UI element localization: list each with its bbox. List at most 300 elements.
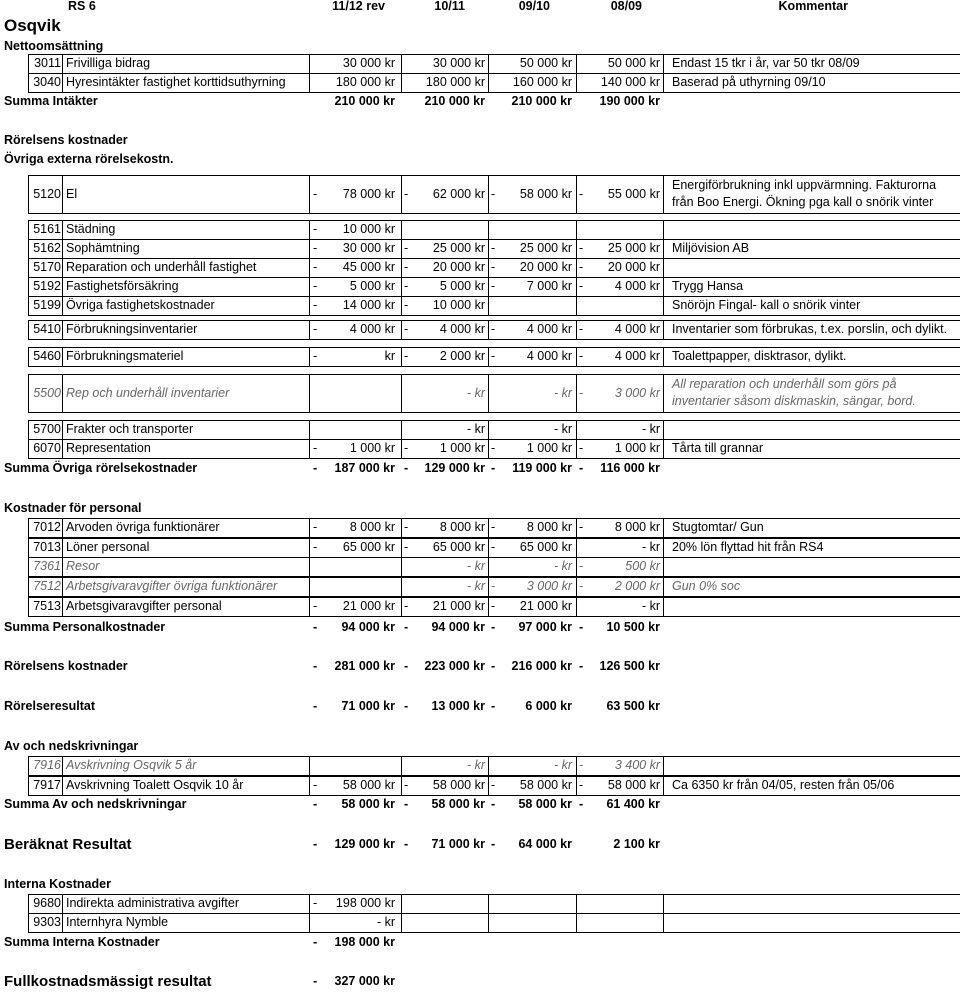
grid-line (488, 54, 489, 73)
grid-line (28, 577, 29, 596)
table-row (0, 258, 960, 277)
dash-marker: - (313, 836, 318, 851)
grid-line (28, 366, 960, 367)
header-col-kommentar: Kommentar (778, 0, 848, 13)
account-name: Resor (66, 559, 100, 574)
amount-value: - kr (466, 559, 485, 574)
amount-value: - kr (641, 540, 660, 555)
summary-label: Rörelseresultat (4, 699, 96, 714)
amount-value: - kr (466, 758, 485, 773)
grid-line (401, 347, 402, 366)
grid-line (488, 73, 489, 92)
grid-line (576, 577, 577, 596)
grid-line (28, 420, 960, 421)
summary-value: 216 000 kr (511, 659, 572, 674)
dash-marker: - (491, 441, 496, 456)
grid-line (663, 320, 664, 339)
table-row (0, 320, 960, 339)
summary-label: Summa Övriga rörelsekostnader (4, 461, 198, 476)
grid-line (62, 894, 63, 913)
amount-value: - kr (553, 559, 572, 574)
section-heading: Nettoomsättning (4, 38, 104, 53)
summary-value: 58 000 kr (431, 797, 485, 812)
grid-line (401, 258, 402, 277)
summary-value: 119 000 kr (512, 461, 572, 476)
account-name: Avskrivning Osqvik 5 år (66, 758, 197, 773)
dash-marker: - (579, 758, 584, 773)
grid-line (309, 894, 310, 913)
amount-value: 3 400 kr (614, 758, 660, 773)
table-row (0, 894, 960, 913)
grid-line (488, 296, 489, 315)
grid-line (663, 439, 664, 458)
grid-line (488, 374, 489, 412)
grid-line (488, 894, 489, 913)
table-row (0, 538, 960, 557)
table-row (0, 347, 960, 366)
comment-cell: All reparation och underhåll som görs på inventarier såsom diskmaskin, sängar, bord. (672, 377, 916, 408)
table-row (0, 577, 960, 596)
grid-line (663, 277, 664, 296)
grid-line (401, 439, 402, 458)
grid-line (28, 439, 29, 458)
account-number: 5170 (33, 260, 61, 275)
amount-value: 5 000 kr (439, 279, 485, 294)
grid-line (28, 439, 960, 440)
summary-row (0, 795, 960, 814)
grid-line (663, 913, 664, 932)
table-row (0, 239, 960, 258)
dash-marker: - (313, 322, 318, 337)
grid-line (576, 439, 577, 458)
summary-value: 6 000 kr (525, 699, 572, 714)
table-row (0, 756, 960, 775)
grid-line (62, 54, 63, 73)
dash-marker: - (313, 520, 318, 535)
table-row (0, 597, 960, 616)
grid-line (28, 577, 960, 578)
dash-marker: - (579, 279, 584, 294)
grid-line (663, 894, 664, 913)
grid-line (62, 577, 63, 596)
grid-line (28, 374, 960, 375)
section-heading-row (0, 131, 960, 149)
amount-value: 7 000 kr (526, 279, 572, 294)
grid-line (28, 277, 960, 278)
amount-value: 14 000 kr (342, 298, 395, 313)
amount-value: 50 000 kr (607, 56, 660, 71)
account-number: 5162 (33, 241, 61, 256)
grid-line (576, 756, 577, 775)
grid-line (309, 175, 310, 213)
amount-value: 1 000 kr (439, 441, 485, 456)
dash-marker: - (313, 797, 318, 812)
summary-value: 223 000 kr (424, 659, 485, 674)
grid-line (309, 756, 310, 775)
grid-line (28, 756, 960, 757)
dash-marker: - (491, 260, 496, 275)
section-heading: Kostnader för personal (4, 500, 142, 515)
summary-row (0, 618, 960, 637)
account-number: 5199 (33, 298, 61, 313)
grid-line (576, 54, 577, 73)
grid-line (28, 73, 960, 74)
summary-value: 10 500 kr (606, 620, 660, 635)
grid-line (401, 296, 402, 315)
grid-line (28, 296, 960, 297)
summary-value: 71 000 kr (341, 699, 395, 714)
amount-value: 198 000 kr (335, 896, 395, 911)
grid-line (309, 538, 310, 557)
summary-row (0, 833, 960, 855)
grid-line (488, 320, 489, 339)
grid-line (28, 597, 960, 598)
dash-marker: - (404, 797, 409, 812)
grid-line (28, 518, 960, 519)
grid-line (28, 220, 29, 239)
grid-line (62, 518, 63, 537)
amount-value: 55 000 kr (607, 186, 660, 201)
dash-marker: - (579, 241, 584, 256)
amount-value: 4 000 kr (614, 279, 660, 294)
grid-line (576, 258, 577, 277)
dash-marker: - (404, 441, 409, 456)
dash-marker: - (313, 349, 318, 364)
account-number: 3040 (33, 75, 61, 90)
account-number: 7012 (33, 520, 61, 535)
grid-line (62, 320, 63, 339)
amount-value: 1 000 kr (349, 441, 395, 456)
dash-marker: - (404, 620, 409, 635)
dash-marker: - (491, 797, 496, 812)
dash-marker: - (313, 260, 318, 275)
grid-line (309, 420, 310, 439)
amount-value: 30 000 kr (342, 56, 395, 71)
grid-line (488, 756, 489, 775)
grid-line (663, 239, 664, 258)
account-number: 5161 (33, 222, 61, 237)
grid-line (576, 296, 577, 315)
grid-line (488, 577, 489, 596)
header-col-1011: 10/11 (434, 0, 465, 13)
summary-label: Rörelsens kostnader (4, 659, 128, 674)
grid-line (28, 538, 960, 539)
summary-label: Summa Av och nedskrivningar (4, 797, 187, 812)
comment-cell: Baserad på uthyrning 09/10 (672, 75, 826, 90)
account-number: 7513 (33, 599, 61, 614)
summary-value: 13 000 kr (431, 699, 485, 714)
summary-value: 126 500 kr (599, 659, 660, 674)
summary-value: 94 000 kr (431, 620, 485, 635)
amount-value: 180 000 kr (425, 75, 485, 90)
grid-line (401, 913, 402, 932)
account-name: Fastighetsförsäkring (66, 279, 179, 294)
grid-line (401, 239, 402, 258)
amount-value: 4 000 kr (614, 322, 660, 337)
grid-line (62, 756, 63, 775)
account-name: Sophämtning (66, 241, 140, 256)
grid-line (28, 894, 960, 895)
dash-marker: - (404, 322, 409, 337)
grid-line (62, 258, 63, 277)
summary-value: 210 000 kr (424, 94, 485, 109)
grid-line (309, 73, 310, 92)
grid-line (62, 597, 63, 616)
dash-marker: - (404, 540, 409, 555)
account-name: Arbetsgivaravgifter övriga funktionärer (66, 579, 278, 594)
account-number: 7361 (33, 559, 61, 574)
grid-line (309, 239, 310, 258)
amount-value: 5 000 kr (349, 279, 395, 294)
amount-value: 500 kr (625, 559, 660, 574)
dash-marker: - (313, 699, 318, 714)
amount-value: 4 000 kr (526, 322, 572, 337)
grid-line (663, 420, 664, 439)
grid-line (28, 894, 29, 913)
summary-value: 187 000 kr (334, 461, 395, 476)
summary-value: 327 000 kr (334, 973, 395, 988)
grid-line (28, 258, 29, 277)
account-number: 5192 (33, 279, 61, 294)
grid-line (663, 347, 664, 366)
account-name: Internhyra Nymble (66, 915, 169, 930)
amount-value: 25 000 kr (432, 241, 485, 256)
dash-marker: - (491, 186, 496, 201)
comment-cell: Ca 6350 kr från 04/05, resten från 05/06 (672, 778, 895, 793)
grid-line (309, 220, 310, 239)
amount-value: 2 000 kr (439, 349, 485, 364)
header-col-1112: 11/12 rev (332, 0, 385, 13)
dash-marker: - (579, 385, 584, 400)
grid-line (488, 538, 489, 557)
grid-line (28, 220, 960, 221)
grid-line (663, 175, 664, 213)
grid-line (488, 420, 489, 439)
dash-marker: - (491, 349, 496, 364)
amount-value: - kr (553, 758, 572, 773)
account-name: Övriga fastighetskostnader (66, 298, 215, 313)
summary-value: 71 000 kr (431, 836, 485, 851)
dash-marker: - (491, 778, 496, 793)
grid-line (28, 213, 960, 214)
amount-value: 8 000 kr (526, 520, 572, 535)
grid-line (401, 894, 402, 913)
amount-value: - kr (466, 579, 485, 594)
dash-marker: - (579, 520, 584, 535)
grid-line (488, 220, 489, 239)
dash-marker: - (404, 298, 409, 313)
summary-value: 198 000 kr (334, 935, 395, 950)
dash-marker: - (491, 540, 496, 555)
account-number: 9680 (33, 896, 61, 911)
amount-value: 160 000 kr (512, 75, 572, 90)
grid-line (663, 220, 664, 239)
grid-line (401, 374, 402, 412)
grid-line (62, 239, 63, 258)
account-name: Löner personal (66, 540, 150, 555)
grid-line (401, 518, 402, 537)
account-number: 3011 (34, 56, 61, 71)
amount-value: 58 000 kr (342, 778, 395, 793)
comment-cell: Endast 15 tkr i år, var 50 tkr 08/09 (672, 56, 860, 71)
section-heading-row (0, 737, 960, 755)
grid-line (28, 412, 960, 413)
dash-marker: - (579, 778, 584, 793)
account-name: Hyresintäkter fastighet korttidsuthyrning (66, 75, 286, 90)
table-row (0, 296, 960, 315)
grid-line (576, 420, 577, 439)
grid-line (576, 518, 577, 537)
amount-value: 58 000 kr (519, 186, 572, 201)
dash-marker: - (313, 896, 318, 911)
account-name: Frakter och transporter (66, 422, 194, 437)
dash-marker: - (313, 241, 318, 256)
dash-marker: - (579, 186, 584, 201)
amount-value: 8 000 kr (349, 520, 395, 535)
amount-value: 30 000 kr (432, 56, 485, 71)
dash-marker: - (313, 298, 318, 313)
dash-marker: - (313, 540, 318, 555)
amount-value: 4 000 kr (526, 349, 572, 364)
dash-marker: - (313, 441, 318, 456)
dash-marker: - (579, 461, 584, 476)
dash-marker: - (404, 599, 409, 614)
grid-line (28, 296, 29, 315)
comment-cell: Stugtomtar/ Gun (672, 520, 764, 535)
dash-marker: - (404, 260, 409, 275)
dash-marker: - (404, 836, 409, 851)
grid-line (28, 776, 29, 795)
table-row (0, 73, 960, 92)
dash-marker: - (404, 520, 409, 535)
sheet-title-row (0, 14, 960, 36)
grid-line (401, 220, 402, 239)
grid-line (28, 538, 29, 557)
amount-value: 1 000 kr (526, 441, 572, 456)
summary-label: Summa Personalkostnader (4, 620, 166, 635)
grid-line (28, 258, 960, 259)
grid-line (663, 597, 664, 616)
dash-marker: - (404, 699, 409, 714)
dash-marker: - (313, 599, 318, 614)
account-number: 5410 (33, 322, 61, 337)
account-number: 5460 (33, 349, 61, 364)
account-name: Arbetsgivaravgifter personal (66, 599, 222, 614)
grid-line (401, 776, 402, 795)
account-number: 7013 (33, 540, 61, 555)
amount-value: 21 000 kr (432, 599, 485, 614)
grid-line (28, 557, 29, 576)
grid-line (28, 913, 29, 932)
amount-value: 25 000 kr (607, 241, 660, 256)
account-name: El (66, 186, 78, 201)
grid-line (488, 239, 489, 258)
grid-line (309, 296, 310, 315)
account-name: Frivilliga bidrag (66, 56, 151, 71)
amount-value: 3 000 kr (526, 579, 572, 594)
dash-marker: - (313, 461, 318, 476)
section-heading: Övriga externa rörelsekostn. (4, 151, 174, 166)
amount-value: - kr (553, 422, 572, 437)
table-row (0, 557, 960, 576)
grid-line (62, 439, 63, 458)
account-number: 5700 (33, 422, 61, 437)
account-number: 9303 (33, 915, 61, 930)
amount-value: - kr (641, 599, 660, 614)
grid-line (62, 913, 63, 932)
grid-line (576, 175, 577, 213)
table-row (0, 420, 960, 439)
comment-cell: Energiförbrukning inkl uppvärmning. Fakturorna från Boo Energi. Ökning pga kall o snörik vinter (672, 178, 937, 209)
grid-line (663, 756, 664, 775)
grid-line (28, 320, 29, 339)
dash-marker: - (491, 659, 496, 674)
grid-line (28, 756, 29, 775)
grid-line (28, 374, 29, 412)
amount-value: 180 000 kr (335, 75, 395, 90)
summary-value: 210 000 kr (334, 94, 395, 109)
amount-value: 8 000 kr (614, 520, 660, 535)
amount-value: kr (384, 349, 395, 364)
account-name: Avskrivning Toalett Osqvik 10 år (66, 778, 244, 793)
section-heading: Rörelsens kostnader (4, 132, 128, 147)
amount-value: - kr (466, 385, 485, 400)
grid-line (62, 374, 63, 412)
comment-cell: Toalettpapper, disktrasor, dylikt. (672, 349, 847, 364)
grid-line (309, 557, 310, 576)
amount-value: 58 000 kr (519, 778, 572, 793)
dash-marker: - (579, 441, 584, 456)
amount-value: 78 000 kr (342, 186, 395, 201)
summary-row (0, 933, 960, 952)
dash-marker: - (404, 186, 409, 201)
grid-line (309, 439, 310, 458)
amount-value: - kr (466, 422, 485, 437)
grid-line (28, 175, 29, 213)
summary-row (0, 459, 960, 478)
grid-line (28, 315, 960, 316)
dash-marker: - (313, 186, 318, 201)
grid-line (663, 776, 664, 795)
grid-line (576, 557, 577, 576)
grid-line (401, 320, 402, 339)
account-number: 5500 (33, 385, 61, 400)
grid-line (401, 277, 402, 296)
dash-marker: - (404, 241, 409, 256)
dash-marker: - (491, 241, 496, 256)
amount-value: 30 000 kr (342, 241, 395, 256)
section-heading: Interna Kostnader (4, 876, 111, 891)
grid-line (28, 339, 960, 340)
comment-cell: 20% lön flyttad hit från RS4 (672, 540, 824, 555)
grid-line (401, 538, 402, 557)
amount-value: 45 000 kr (342, 260, 395, 275)
grid-line (576, 894, 577, 913)
amount-value: 140 000 kr (600, 75, 660, 90)
dash-marker: - (313, 222, 318, 237)
grid-line (62, 296, 63, 315)
grid-line (663, 557, 664, 576)
amount-value: - kr (376, 915, 395, 930)
grid-line (576, 277, 577, 296)
amount-value: 20 000 kr (519, 260, 572, 275)
grid-line (576, 597, 577, 616)
dash-marker: - (491, 279, 496, 294)
grid-line (401, 756, 402, 775)
grid-line (401, 175, 402, 213)
grid-line (663, 54, 664, 73)
amount-value: 2 000 kr (614, 579, 660, 594)
